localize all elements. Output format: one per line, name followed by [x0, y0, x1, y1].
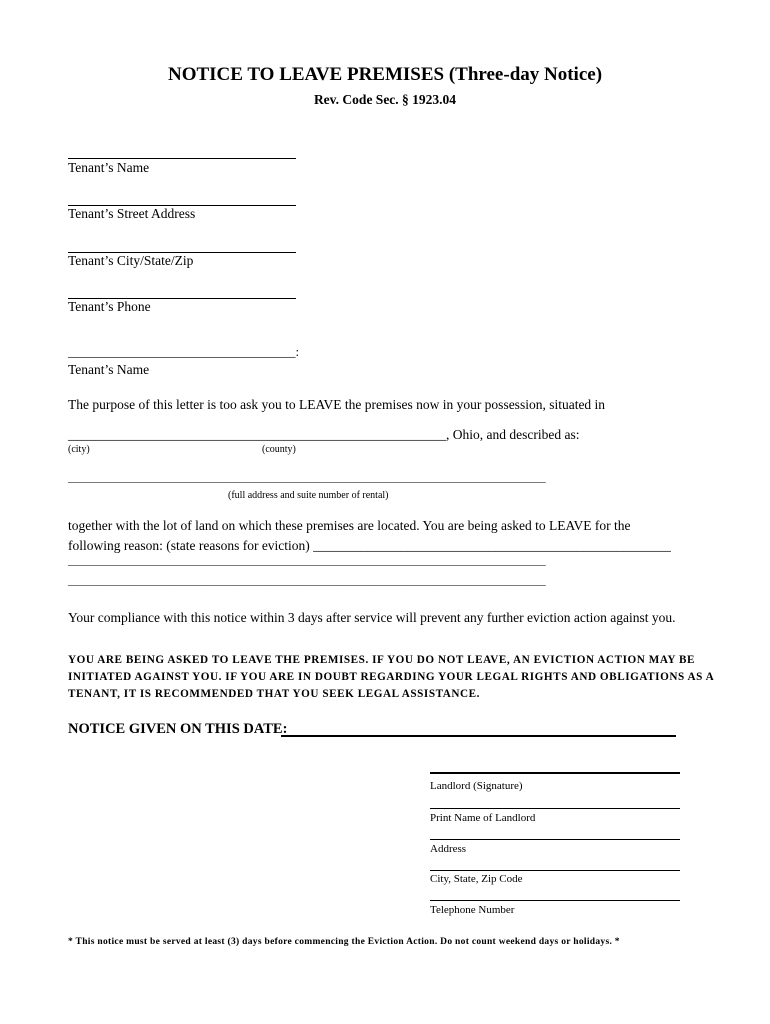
tenant-name-field[interactable]: [68, 158, 296, 159]
landlord-signature-label: Landlord (Signature): [430, 780, 523, 792]
landlord-phone-field[interactable]: [430, 900, 680, 901]
salutation-name-field[interactable]: ___________________________________:: [68, 344, 300, 359]
compliance-text: Your compliance with this notice within 3 days after service will prevent any further eviction action against you.: [68, 610, 676, 625]
landlord-address-field[interactable]: [430, 839, 680, 840]
footer-note: * This notice must be served at least (3) days before commencing the Eviction Action. Do not count weekend days or holidays. *: [68, 937, 620, 947]
salutation-label: Tenant’s Name: [68, 362, 150, 377]
tenant-city-label: Tenant’s City/State/Zip: [68, 253, 194, 268]
notice-date-label: NOTICE GIVEN ON THIS DATE:: [68, 721, 288, 737]
county-caption: (county): [262, 444, 296, 455]
together-text-2: following reason: (state reasons for eviction) _____________________________________________________: [68, 538, 671, 553]
landlord-signature-field[interactable]: [430, 772, 680, 774]
reason-line-1[interactable]: ___________________________________________________________________________________________: [68, 556, 546, 567]
rental-address-caption: (full address and suite number of rental): [228, 490, 389, 501]
tenant-street-label: Tenant’s Street Address: [68, 206, 196, 221]
document-title: NOTICE TO LEAVE PREMISES (Three-day Notice): [167, 64, 603, 85]
landlord-print-name-label: Print Name of Landlord: [430, 812, 536, 824]
purpose-text: The purpose of this letter is too ask you to LEAVE the premises now in your possession, situated in: [68, 397, 606, 412]
statute-reference: Rev. Code Sec. § 1923.04: [313, 92, 457, 107]
landlord-city-label: City, State, Zip Code: [430, 873, 523, 885]
together-text-1: together with the lot of land on which these premises are located. You are being asked to LEAVE for the: [68, 518, 631, 533]
tenant-name-label: Tenant’s Name: [68, 160, 150, 175]
legal-warning: YOU ARE BEING ASKED TO LEAVE THE PREMISES. IF YOU DO NOT LEAVE, AN EVICTION ACTION MAY BE INITIATED AGAINST YOU. IF YOU ARE IN DOUBT REGARDING YOUR LEGAL RIGHTS AND OBLIGATIONS AS A TENANT, IT IS RECOMMENDED THAT YOU SEEK LEGAL ASSISTANCE.: [68, 654, 714, 700]
city-caption: (city): [68, 444, 90, 455]
landlord-city-field[interactable]: [430, 870, 680, 871]
location-line[interactable]: ________________________________________________________, Ohio, and described as:: [68, 427, 580, 442]
landlord-print-name-field[interactable]: [430, 808, 680, 809]
rental-address-line[interactable]: ___________________________________________________________________________________________: [68, 473, 546, 484]
tenant-phone-label: Tenant’s Phone: [68, 299, 151, 314]
landlord-address-label: Address: [430, 843, 467, 855]
landlord-phone-label: Telephone Number: [430, 904, 515, 916]
notice-date-field[interactable]: [281, 735, 676, 737]
reason-line-2[interactable]: ___________________________________________________________________________________________: [68, 576, 546, 587]
